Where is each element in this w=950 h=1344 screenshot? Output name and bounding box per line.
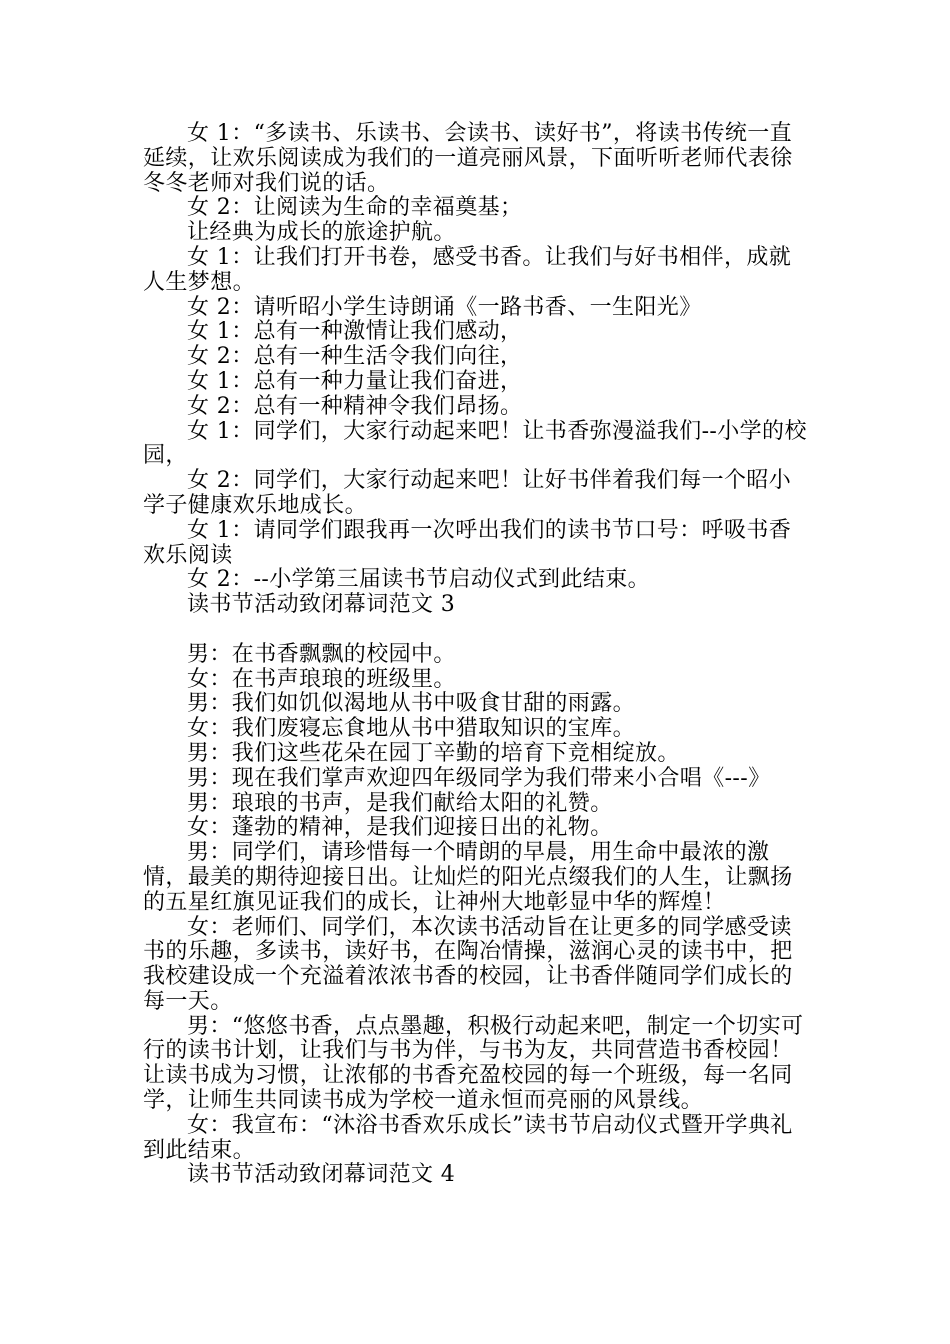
paragraph: 男：“悠悠书香，点点墨趣，积极行动起来吧，制定一个切实可行的读书计划，让我们与书为伴，与书为友，共同营造书香校园！让读书成为习惯，让浓郁的书香充盈校园的每一个班级，每一名同学，让师生共同读书成为学校一道永恒而亮丽的风景线。 — [143, 1013, 804, 1114]
section-heading: 读书节活动致闭幕词范文 3 — [187, 592, 456, 618]
paragraph: 女：我宣布：“沐浴书香欢乐成长”读书节启动仪式暨开学典礼到此结束。 — [143, 1112, 793, 1163]
paragraph: 女 2：同学们，大家行动起来吧！让好书伴着我们每一个昭小学子健康欢乐地成长。 — [143, 468, 792, 518]
paragraph: 女 1：同学们，大家行动起来吧！让书香弥漫溢我们--小学的校园， — [143, 418, 807, 469]
paragraph: 女：在书声琅琅的班级里。 — [187, 666, 456, 692]
paragraph: 女 1：总有一种力量让我们奋进， — [187, 368, 523, 394]
paragraph: 女 1：“多读书、乐读书、会读书、读好书”，将读书传统一直延续，让欢乐阅读成为我们的一道亮丽风景，下面听听老师代表徐冬冬老师对我们说的话。 — [143, 121, 793, 196]
paragraph: 女 2：让阅读为生命的幸福奠基； — [187, 195, 523, 221]
paragraph: 男：同学们，请珍惜每一个晴朗的早晨，用生命中最浓的激情，最美的期待迎接日出。让灿烂的阳光点缀我们的人生，让飘扬的五星红旗见证我们的成长，让神州大地彰显中华的辉煌！ — [143, 840, 793, 915]
paragraph: 男：我们如饥似渴地从书中吸食甘甜的雨露。 — [187, 691, 636, 717]
paragraph: 男：现在我们掌声欢迎四年级同学为我们带来小合唱《---》 — [187, 765, 771, 791]
paragraph: 女：老师们、同学们，本次读书活动旨在让更多的同学感受读书的乐趣，多读书，读好书，在陶冶情操，滋润心灵的读书中，把我校建设成一个充溢着浓浓书香的校园，让书香伴随同学们成长的每一天。 — [143, 914, 793, 1014]
paragraph: 女 1：请同学们跟我再一次呼出我们的读书节口号：呼吸书香欢乐阅读 — [143, 517, 792, 568]
paragraph: 女 2：--小学第三届读书节启动仪式到此结束。 — [187, 567, 651, 593]
section-heading: 读书节活动致闭幕词范文 4 — [187, 1162, 456, 1188]
paragraph: 男：我们这些花朵在园丁辛勤的培育下竞相绽放。 — [187, 740, 680, 766]
paragraph: 女 2：请听昭小学生诗朗诵《一路书香、一生阳光》 — [187, 294, 702, 320]
blank-line — [143, 618, 809, 643]
paragraph: 男：在书香飘飘的校园中。 — [187, 641, 456, 667]
paragraph: 女 2：总有一种生活令我们向往， — [187, 344, 523, 370]
paragraph: 女：我们废寝忘食地从书中猎取知识的宝库。 — [187, 716, 636, 742]
paragraph: 女 1：总有一种激情让我们感动， — [187, 319, 523, 345]
document-body — [143, 122, 809, 1188]
paragraph: 女：蓬勃的精神，是我们迎接日出的礼物。 — [187, 815, 613, 841]
paragraph: 让经典为成长的旅途护航。 — [187, 220, 456, 246]
paragraph: 女 2：总有一种精神令我们昂扬。 — [187, 393, 523, 419]
paragraph: 男：琅琅的书声，是我们献给太阳的礼赞。 — [187, 790, 613, 816]
paragraph: 女 1：让我们打开书卷，感受书香。让我们与好书相伴，成就人生梦想。 — [143, 244, 792, 295]
